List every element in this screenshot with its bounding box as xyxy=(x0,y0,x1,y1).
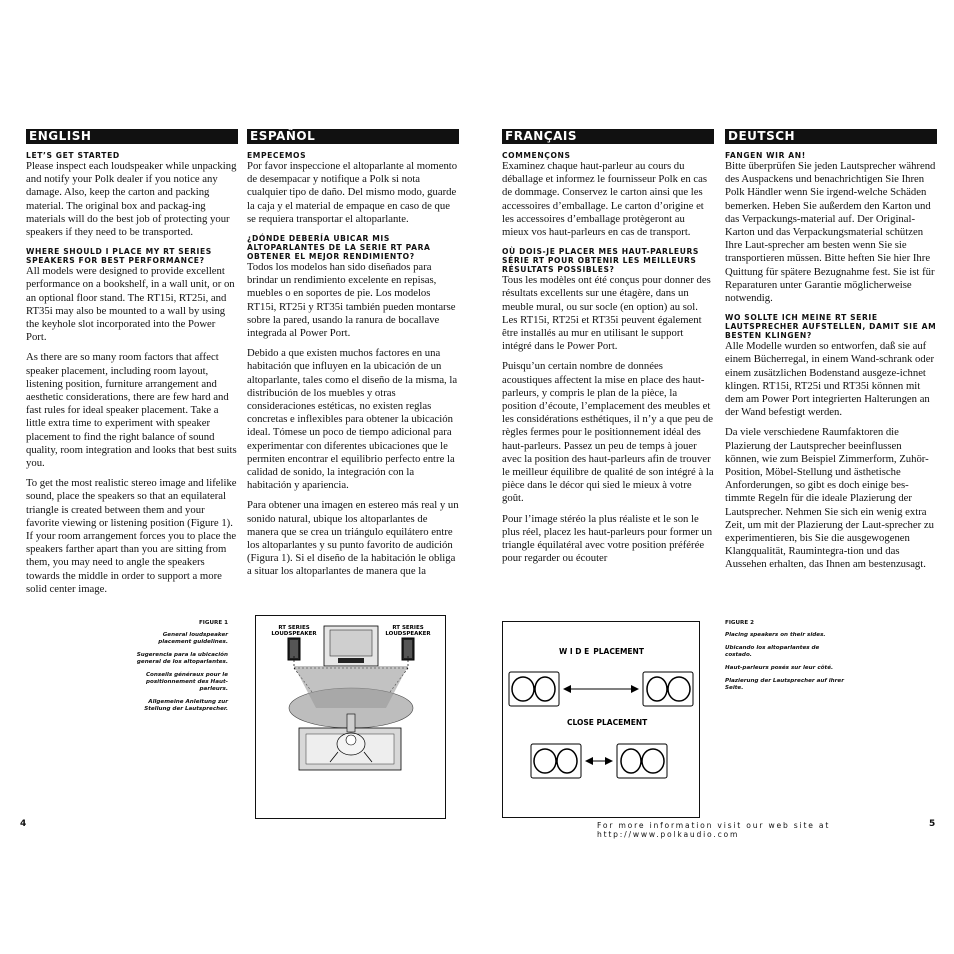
wide-placement-label: W I D E PLACEMENT xyxy=(559,647,644,656)
language-header-english: ENGLISH xyxy=(26,129,238,144)
listener-arm-icon xyxy=(347,714,355,732)
woofer-icon xyxy=(647,677,667,701)
woofer-icon xyxy=(512,677,534,701)
room-placement-illustration xyxy=(256,616,445,818)
left-speaker-label: LOUDSPEAKER xyxy=(271,631,317,637)
paragraph: Debido a que existen muchos factores en una habitación que influyen en la ubicación de un altoparlante, tales como el diseño de la misma, la distribución de los muebles y otras consideraciones estéticas, no existen reglas concretas e inflexibles para obtener la ubicación ideal. Tómese un poco de tiempo adicional para experimentar con diferentes ubicaciones que le permiten encontrar el equilibrio perfecto entre la calidad de sonido, la integración con la habitación y apariencia. xyxy=(247,347,458,492)
page-number-right: 5 xyxy=(929,819,936,829)
right-speaker-label: RT SERIES xyxy=(392,625,424,631)
caption-text: Ubicando los altoparlantes de costado. xyxy=(725,645,820,658)
right-speaker-grille xyxy=(404,640,412,658)
language-header-french: FRANÇAIS xyxy=(502,129,714,144)
paragraph: Todos los modelos han sido diseñados para brindar un rendimiento excelente en repisas, muebles o en soportes de pie. Los modelos RT15i, RT25i y RT35i también pueden montarse sobre la pared, usando la ranura de bocallave integrada al Power Port. xyxy=(247,261,456,340)
woofer-icon xyxy=(535,677,555,701)
language-header-spanish: ESPAÑOL xyxy=(247,129,459,144)
caption-text: Plazierung der Lautsprecher auf ihrer Seite. xyxy=(725,678,844,691)
woofer-icon xyxy=(534,749,556,773)
page-number-left: 4 xyxy=(20,819,27,829)
left-speaker-label: RT SERIES xyxy=(278,625,310,631)
figure1-caption xyxy=(130,620,228,719)
woofer-icon xyxy=(557,749,577,773)
paragraph: Please inspect each loudspeaker while unpacking and notify your Polk dealer if you notice any damage. Also, keep the carton and packing material. The original box and packag-ing materials will do the best job of protecting your speakers if they need to be transported. xyxy=(26,160,237,239)
caption-text: Sugerencia para la ubicación general de los altoparlantes. xyxy=(136,652,228,665)
caption-text: Allgemeine Anleitung zur Stellung der Lautsprecher. xyxy=(144,699,228,712)
column-french xyxy=(502,129,714,565)
paragraph: All models were designed to provide excellent performance on a bookshelf, in a wall unit, or on an optional floor stand. The RT15i, RT25i, and RT35i may also be mounted to a wall by using the keyhole slot incorporated into the Power Port. xyxy=(26,265,235,344)
tv-screen-icon xyxy=(330,630,372,656)
woofer-icon xyxy=(642,749,664,773)
section-heading: COMMENÇONS xyxy=(502,151,571,160)
left-speaker-grille xyxy=(290,640,298,658)
section-heading: WHERE SHOULD I PLACE MY RT SERIES SPEAKERS FOR BEST PERFORMANCE? xyxy=(26,247,212,266)
column-spanish xyxy=(247,129,459,579)
paragraph: Alle Modelle wurden so entworfen, daß sie auf einem Bücherregal, in einem Wand-schrank oder einem zusätzlichen Bodenstand ausgeze-ichnet klingen. RT15i, RT25i und RT35i können mit dem am Power Port integrierten Halterungen an der Wand befestigt werden. xyxy=(725,340,935,419)
arrow-left-icon xyxy=(585,757,593,765)
arrow-left-icon xyxy=(563,685,571,693)
section-heading: WO SOLLTE ICH MEINE RT SERIE LAUTSPRECHER AUFSTELLEN, DAMIT SIE AM BESTEN KLINGEN? xyxy=(725,313,937,341)
listener-head-icon xyxy=(346,735,356,745)
figure2-diagram xyxy=(502,621,700,818)
figure2-caption xyxy=(725,620,845,698)
paragraph: Bitte überprüfen Sie jeden Lautsprecher während des Auspackens und benachrichtigen Sie Ihren Polk Händler wenn Sie irgend-welche Schäden bemerken. Heben Sie außerdem den Karton und das Verpackungs-material auf. Der Original-Karton und das Verpackungsmaterial schützen Ihre Laut-sprecher am besten wenn Sie sie transportieren müssen. Bitte heften Sie hier Ihre Quittung für spätere Bezugnahme fest. Sie ist für Reparaturen unter Garantie möglicherweise notwendig. xyxy=(725,160,936,305)
section-heading: EMPECEMOS xyxy=(247,151,307,160)
close-placement-label: CLOSE PLACEMENT xyxy=(567,718,648,727)
center-speaker-icon xyxy=(338,658,364,663)
side-placement-illustration xyxy=(503,622,699,817)
caption-text: General loudspeaker placement guidelines. xyxy=(158,632,228,645)
section-heading: OÙ DOIS-JE PLACER MES HAUT-PARLEURS SÉRIE RT POUR OBTENIR LES MEILLEURS RÉSULTATS POSSIBLES? xyxy=(502,247,699,275)
right-speaker-label: LOUDSPEAKER xyxy=(385,631,431,637)
woofer-icon xyxy=(621,749,641,773)
section-heading: ¿DÓNDE DEBERÍA UBICAR MIS ALTOPARLANTES DE LA SERIE RT PARA OBTENER EL MEJOR RENDIMIENTO? xyxy=(247,234,431,262)
caption-text: Haut-parleurs posés sur leur côté. xyxy=(725,665,834,671)
paragraph: Tous les modèles ont été conçus pour donner des résultats excellents sur une étagère, dans un meuble mural, ou sur socle (en option) au sol. Les RT15i, RT25i et RT35i peuvent également être installés au mur en utilisant le support intégré dans le Power Port. xyxy=(502,274,711,353)
figure1-diagram xyxy=(255,615,446,819)
footer-website-text: For more information visit our web site at http://www.polkaudio.com xyxy=(597,821,831,839)
arrow-right-icon xyxy=(631,685,639,693)
section-heading: LET’S GET STARTED xyxy=(26,151,120,160)
woofer-icon xyxy=(668,677,690,701)
figure2-label: FIGURE 2 xyxy=(725,620,755,626)
arrow-right-icon xyxy=(605,757,613,765)
paragraph: Para obtener una imagen en estereo más real y un sonido natural, ubique los altoparlantes de manera que se crea un triángulo equilátero entre los altoparlantes y su punto favorito de audición (Figura 1). Si el diseño de la habitación le obliga a situar los altoparlantes de manera que la xyxy=(247,499,459,578)
column-english xyxy=(26,129,238,596)
paragraph: Examinez chaque haut-parleur au cours du déballage et informez le fournisseur Polk en cas de dommage. Conservez le carton ainsi que les accessoires d’emballage. Le carton d’origine et les accessoires d’emballage protègeront au mieux vos haut-parleurs en cas de transport. xyxy=(502,160,708,239)
paragraph: Por favor inspeccione el altoparlante al momento de desempacar y notifique a Polk si nota cualquier tipo de daño. Del mismo modo, guarde la caja y el material de empaque en caso de que se requiera transportar el altoparlante. xyxy=(247,160,458,225)
figure1-label: FIGURE 1 xyxy=(198,620,228,626)
paragraph: To get the most realistic stereo image and lifelike sound, place the speakers so that an equilateral triangle is created between them and your favorite viewing or listening position (Figure 1). If your room arrangement forces you to place the speakers farther apart than you are sitting from them, you may need to angle the speakers towards the middle in order to support a more solid center image. xyxy=(26,477,237,595)
language-header-german: DEUTSCH xyxy=(725,129,937,144)
paragraph: Pour l’image stéréo la plus réaliste et le son le plus réel, placez les haut-parleurs pour former un triangle équilatéral avec votre position préférée pour regarder ou écouter xyxy=(502,512,713,565)
paragraph: Puisqu’un certain nombre de données acoustiques affectent la mise en place des haut-parleurs, y compris le plan de la pièce, la position d’écoute, l’emplacement des meubles et les considérations esthétiques, il n’y a que peu de règles fermes pour le positionnement idéal des haut-parleurs. Passez un peu de temps à jouer avec la position des haut-parleurs afin de trouver le meilleur équilibre de qualité de son intégré à la pièce dans le décor qui sied le mieux à votre goût. xyxy=(502,360,714,505)
section-heading: FANGEN WIR AN! xyxy=(725,151,806,160)
paragraph: As there are so many room factors that affect speaker placement, including room layout, listening position, furniture arrangement and aesthetic considerations, there are few hard and fast rules for ideal speaker placement. Take a little extra time to experiment with speaker placement to find the right balance of sound quality, room integration and looks that best suits you. xyxy=(26,351,237,470)
caption-text: Conseils généraux pour le positionnement des Haut-parleurs. xyxy=(145,672,228,692)
caption-text: Placing speakers on their sides. xyxy=(725,632,826,638)
column-german xyxy=(725,129,937,572)
paragraph: Da viele verschiedene Raumfaktoren die Plazierung der Lautsprecher beeinflussen können, wie zum Beispiel Zimmerform, Zuhör-Position, Möbel-Stellung und ästhetische Anforderungen, so gibt es doch einige bes-timmte Regeln für die ideale Plazierung der Lautsprecher. Nehmen Sie sich ein wenig extra Zeit, um mit der Plazierung der Laut-sprecher zu experimentieren, bis Sie die ausgewogenen Klangqualität, Raumintegra-tion und das Aussehen erhalten, das Ihnen am bestenzusagt. xyxy=(725,426,934,571)
